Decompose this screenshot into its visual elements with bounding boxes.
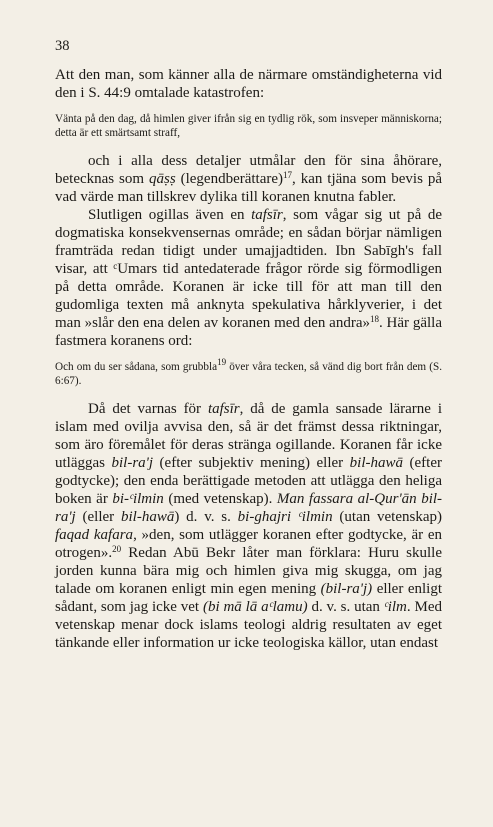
italic-term: bil-ra'j [111,455,154,471]
italic-term: qāṣṣ [148,171,176,187]
italic-term: bil-hawā [349,455,404,471]
italic-term: bi-ghajri ᶜilmin [237,509,333,525]
text-run: Redan Abū Bekr låter man förklara: Huru skulle jorden kunna bära mig och himlen giva mig skugga, om jag talade om koranen enligt min egen mening [55,545,442,597]
text-run: Slutligen ogillas även en [88,207,252,223]
text-run: Då det varnas för [88,401,208,417]
italic-term: faqad kafara [55,527,134,543]
text-run: , då de gamla sansade lärarne i islam med ovilja avvisa den, så är det främst dessa riktningar, som äro föremålet för deras stränga ogillande. Koranen får icke utläggas [55,401,442,471]
italic-term: tafsīr [207,401,240,417]
text-run: (efter godtycke); den enda berättigade metoden att utlägga den heliga boken är [55,455,442,507]
text-run: . Med vetenskap menar dock islams teologi aldrig resultaten av eget tänkande eller information ur icke teologiska källor, utan endast [55,599,442,651]
paragraph-3 [55,400,442,652]
intro-paragraph: Att den man, som känner alla de närmare omständigheterna vid den i S. 44:9 omtalade katastrofen: [55,67,442,101]
text-run: och i alla dess detaljer utmålar den för sina åhörare, betecknas som [55,153,442,187]
text-run: (med vetenskap). [163,491,277,507]
italic-term: Man fassara al-Qur'ān bil-ra'j [55,491,443,525]
footnote-ref: 20 [112,544,122,554]
text-run: , som vågar sig ut på de dogmatiska konsekvensernas område; en sådan börjar nämligen framträda redan tidigt under umajjadtiden. Ibn Sabīgh's fall visar, att ᶜUmars tid antedaterade frågor rörde sig förmodligen på detta område. Koranen är icke till för att man till den gudomliga texten må anknyta spekulativa hårklyverier, i det man »slår den ena delen av koranen med den andra» [55,207,443,331]
footnote-ref: 19 [217,357,227,367]
text-run: Och om du ser sådana, som grubbla [55,361,218,373]
quote-block-2 [55,357,442,388]
text-run: (legendberättare) [175,171,284,187]
footnote-ref: 17 [283,170,293,180]
text-run: . Här gälla fastmera koranens ord: [55,315,443,349]
text-run: (utan vetenskap) [332,509,443,525]
text-run: över våra tecken, så vänd dig bort från dem (S. 6:67). [55,361,442,387]
footnote-ref: 18 [370,314,379,324]
paragraph-2 [55,206,442,350]
italic-term: bil-hawā [120,509,175,525]
italic-term: ᶜilm [383,599,407,615]
text-run: , »den, som utlägger koranen efter godtycke, är en otrogen». [55,527,442,561]
text-run: (efter subjektiv mening) eller [153,455,350,471]
italic-term: (bi mā lā aᶜlamu) [202,599,308,615]
italic-term: (bil-ra'j) [320,581,373,597]
text-run: eller enligt sådant, som jag icke vet [55,581,443,615]
text-run: , kan tjäna som bevis på vad värde man tillskrev dylika till koranen knutna fabler. [55,171,443,205]
text-run: ) d. v. s. [174,509,238,525]
quote-block-1: Vänta på den dag, då himlen giver ifrån sig en tydlig rök, som insveper människorna; detta är ett smärtsamt straff, [55,113,442,139]
italic-term: bi-ᶜilmin [112,491,164,507]
text-run: d. v. s. utan [307,599,384,615]
paragraph-1 [55,152,442,206]
text-body [55,66,442,652]
page-number: 38 [55,38,70,54]
text-run: (eller [75,509,121,525]
italic-term: tafsīr [251,207,283,223]
